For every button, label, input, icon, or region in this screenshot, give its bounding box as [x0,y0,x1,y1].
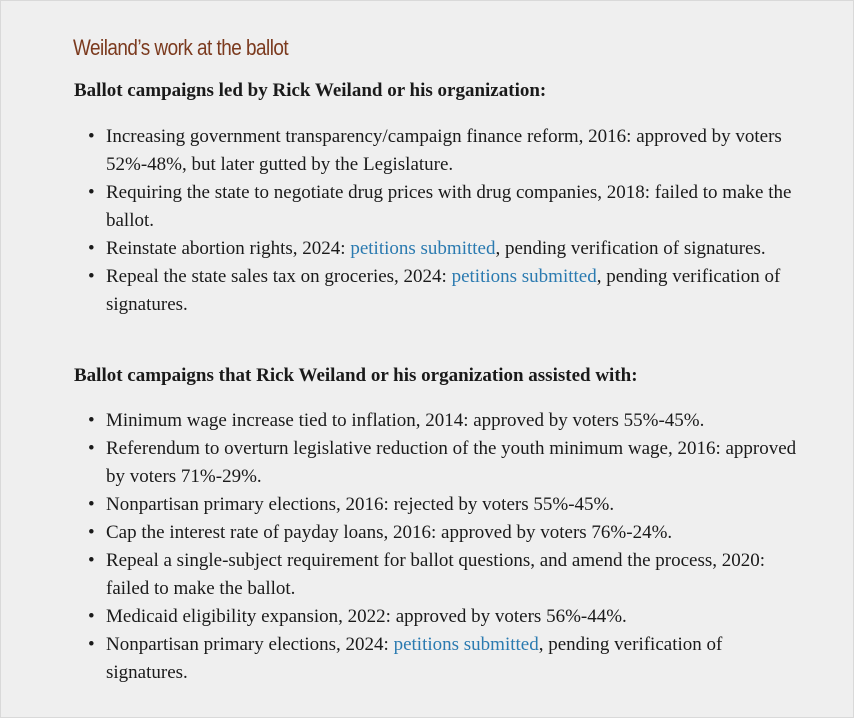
bullet-icon: • [88,438,95,459]
petitions-submitted-link[interactable]: petitions submitted [451,266,597,287]
led-campaigns-heading: Ballot campaigns led by Rick Weiland or his organization: [74,80,547,101]
bullet-icon: • [88,182,95,203]
petitions-submitted-link[interactable]: petitions submitted [393,634,539,655]
list-item [88,263,806,319]
item-text: , pending verification of signatures. [106,634,723,683]
item-text: Nonpartisan primary elections, 2016: rejected by voters 55%-45%. [106,494,615,515]
list-item [88,123,806,179]
bullet-icon: • [88,634,95,655]
item-text: Minimum wage increase tied to inflation, 2014: approved by voters 55%-45%. [106,410,705,431]
list-item [88,179,806,235]
assisted-campaigns-heading: Ballot campaigns that Rick Weiland or his organization assisted with: [74,365,638,386]
item-text: Repeal a single-subject requirement for ballot questions, and amend the process, 2020: failed to make the ballot. [106,550,766,599]
bullet-icon: • [88,126,95,147]
list-item [88,547,806,603]
list-item [88,519,806,547]
led-campaigns-list [88,123,806,319]
box-title: Weiland’s work at the ballot [73,35,289,60]
item-text: Medicaid eligibility expansion, 2022: approved by voters 56%-44%. [106,606,627,627]
bullet-icon: • [88,238,95,259]
item-text: Referendum to overturn legislative reduction of the youth minimum wage, 2016: approved by voters 71%-29%. [106,438,797,487]
list-item [88,603,806,631]
bullet-icon: • [88,522,95,543]
list-item [88,491,806,519]
bullet-icon: • [88,550,95,571]
item-text: Nonpartisan primary elections, 2024: [106,634,394,655]
petitions-submitted-link[interactable]: petitions submitted [350,238,496,259]
item-text: Cap the interest rate of payday loans, 2016: approved by voters 76%-24%. [106,522,673,543]
item-text: Requiring the state to negotiate drug prices with drug companies, 2018: failed to make the ballot. [106,182,792,231]
list-item [88,407,806,435]
bullet-icon: • [88,494,95,515]
item-text: Reinstate abortion rights, 2024: [106,238,351,259]
bullet-icon: • [88,266,95,287]
list-item [88,435,806,491]
item-text: Repeal the state sales tax on groceries, 2024: [106,266,452,287]
assisted-campaigns-list [88,407,806,687]
item-text: , pending verification of signatures. [106,266,781,315]
item-text: Increasing government transparency/campaign finance reform, 2016: approved by voters 52%-48%, but later gutted by the Legislature. [106,126,782,175]
bullet-icon: • [88,606,95,627]
item-text: , pending verification of signatures. [495,238,766,259]
list-item [88,235,806,263]
bullet-icon: • [88,410,95,431]
list-item [88,631,806,687]
